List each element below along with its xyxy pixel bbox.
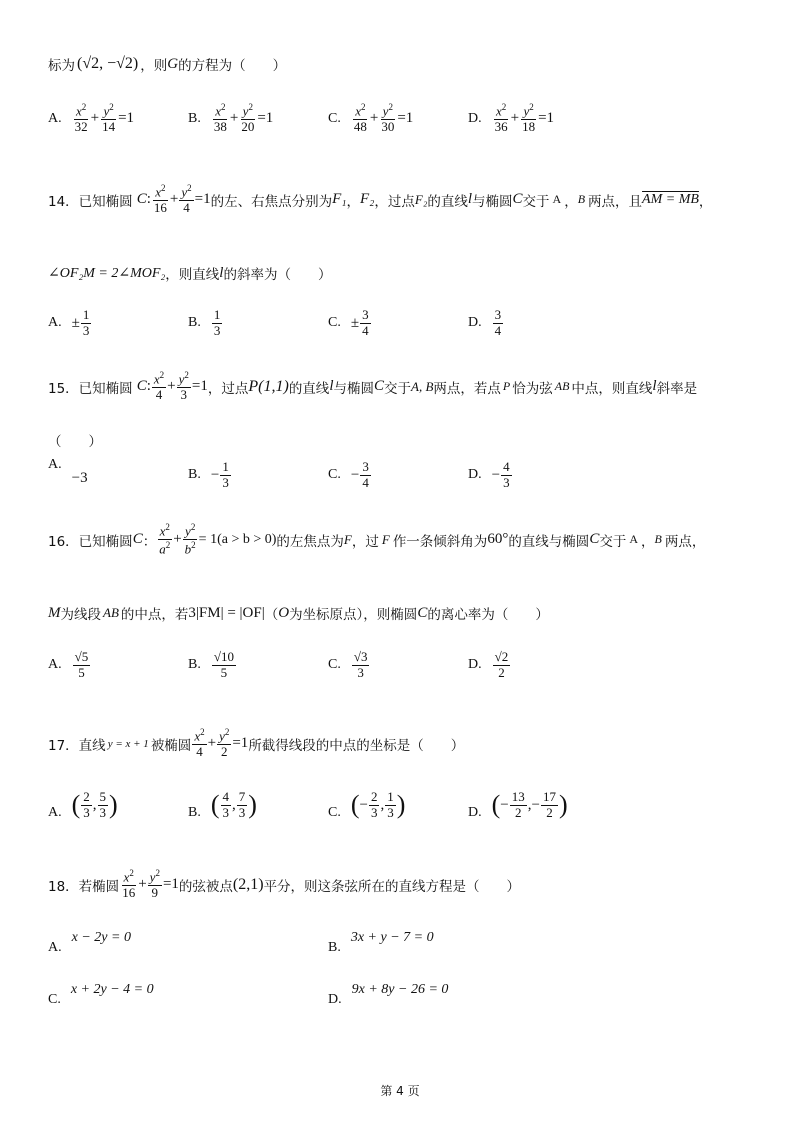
q18-option-d[interactable]: D. 9x + 8y − 26 = 0 <box>328 982 449 1007</box>
q15-stem: 15．已知椭圆 C : $\frac{x^2}{4}$ + $\frac{y^2}{3}$ =1 ，过点 P(1,1) 的直线 l 与椭圆 C 交于 A, B 两点，若点 P 恰为弦 AB 中点，则直线 l 斜率是 <box>48 370 698 403</box>
q13-option-d[interactable]: D. $\frac{x^2}{36}$ + $\frac{y^2}{18}$ =1 <box>468 102 555 135</box>
q13-option-b[interactable]: B. $\frac{x^2}{38}$ + $\frac{y^2}{20}$ =1 <box>188 102 274 135</box>
q17-stem: 17．直线 y = x + 1 被椭圆 $\frac{x^2}{4}$ + $\frac{y^2}{2}$ =1 所截得线段的中点的坐标是（ ） <box>48 727 465 760</box>
q15-option-b[interactable]: B. − $\frac{1}{3}$ <box>188 459 229 490</box>
q15-stem-line2: （ ） <box>48 434 102 450</box>
q16-stem: 16．已知椭圆 C ： $\frac{x^2}{a^2}$ + $\frac{y^2}{b^2}$ = 1(a > b > 0) 的左焦点为 F ，过 F 作一条倾斜角为 60° 的直线与椭圆 C 交于 A ， B 两点， <box>48 522 706 557</box>
page-number: 第 4 页 <box>380 1084 420 1098</box>
q16-option-d[interactable]: D. $\frac{√2}{2}$ <box>468 649 509 680</box>
q16-option-b[interactable]: B. $\frac{√10}{5}$ <box>188 649 234 680</box>
q14-option-d[interactable]: D. $\frac{3}{4}$ <box>468 307 502 338</box>
q18-option-c[interactable]: C. x + 2y − 4 = 0 <box>48 982 154 1007</box>
q15-option-c[interactable]: C. − $\frac{3}{4}$ <box>328 459 369 490</box>
q17-option-a[interactable]: A. ( $\frac{2}{3}$ , $\frac{5}{3}$ ) <box>48 789 118 821</box>
q15-option-a[interactable]: A. −3 <box>48 456 88 486</box>
q18-option-a[interactable]: A. x − 2y = 0 <box>48 930 131 955</box>
q13-option-c[interactable]: C. $\frac{x^2}{48}$ + $\frac{y^2}{30}$ =1 <box>328 102 414 135</box>
q14-option-b[interactable]: B. $\frac{1}{3}$ <box>188 307 221 338</box>
q16-stem-line2: M 为线段 AB 的中点，若 3|FM| = |OF| （ O 为坐标原点），则椭圆 C 的离心率为（ ） <box>48 604 549 623</box>
q13-option-a[interactable]: A. $\frac{x^2}{32}$ + $\frac{y^2}{14}$ =1 <box>48 102 135 135</box>
q16-option-c[interactable]: C. $\frac{√3}{3}$ <box>328 649 368 680</box>
q13-stem: 标为 (√2, −√2) ，则 G 的方程为（ ） <box>48 55 287 74</box>
q14-option-a[interactable]: A. ± $\frac{1}{3}$ <box>48 307 90 338</box>
q17-option-c[interactable]: C. ( − $\frac{2}{3}$ , $\frac{1}{3}$ ) <box>328 789 406 821</box>
q13-coord: (√2, −√2) <box>77 55 139 72</box>
q14-option-c[interactable]: C. ± $\frac{3}{4}$ <box>328 307 369 338</box>
q18-stem: 18．若椭圆 $\frac{x^2}{16}$ + $\frac{y^2}{9}$ =1 的弦被点 (2,1) 平分，则这条弦所在的直线方程是（ ） <box>48 868 521 901</box>
q17-option-d[interactable]: D. ( − $\frac{13}{2}$ , − $\frac{17}{2}$ ) <box>468 789 568 821</box>
q17-option-b[interactable]: B. ( $\frac{4}{3}$ , $\frac{7}{3}$ ) <box>188 789 257 821</box>
q14-stem-line2: ∠OF₂M = 2∠MOF₂ ，则直线 l 的斜率为（ ） <box>48 264 332 283</box>
q18-option-b[interactable]: B. 3x + y − 7 = 0 <box>328 930 434 955</box>
q14-stem: 14．已知椭圆 C : $\frac{x^2}{16}$ + $\frac{y^2}{4}$ =1 的左、右焦点分别为 F₁ ， F₂ ，过点 F₂ 的直线 l 与椭圆 C 交于 A ， B 两点，且 AM = MB ， <box>48 183 713 216</box>
q16-option-a[interactable]: A. $\frac{√5}{5}$ <box>48 649 89 680</box>
q15-option-d[interactable]: D. − $\frac{4}{3}$ <box>468 459 510 490</box>
